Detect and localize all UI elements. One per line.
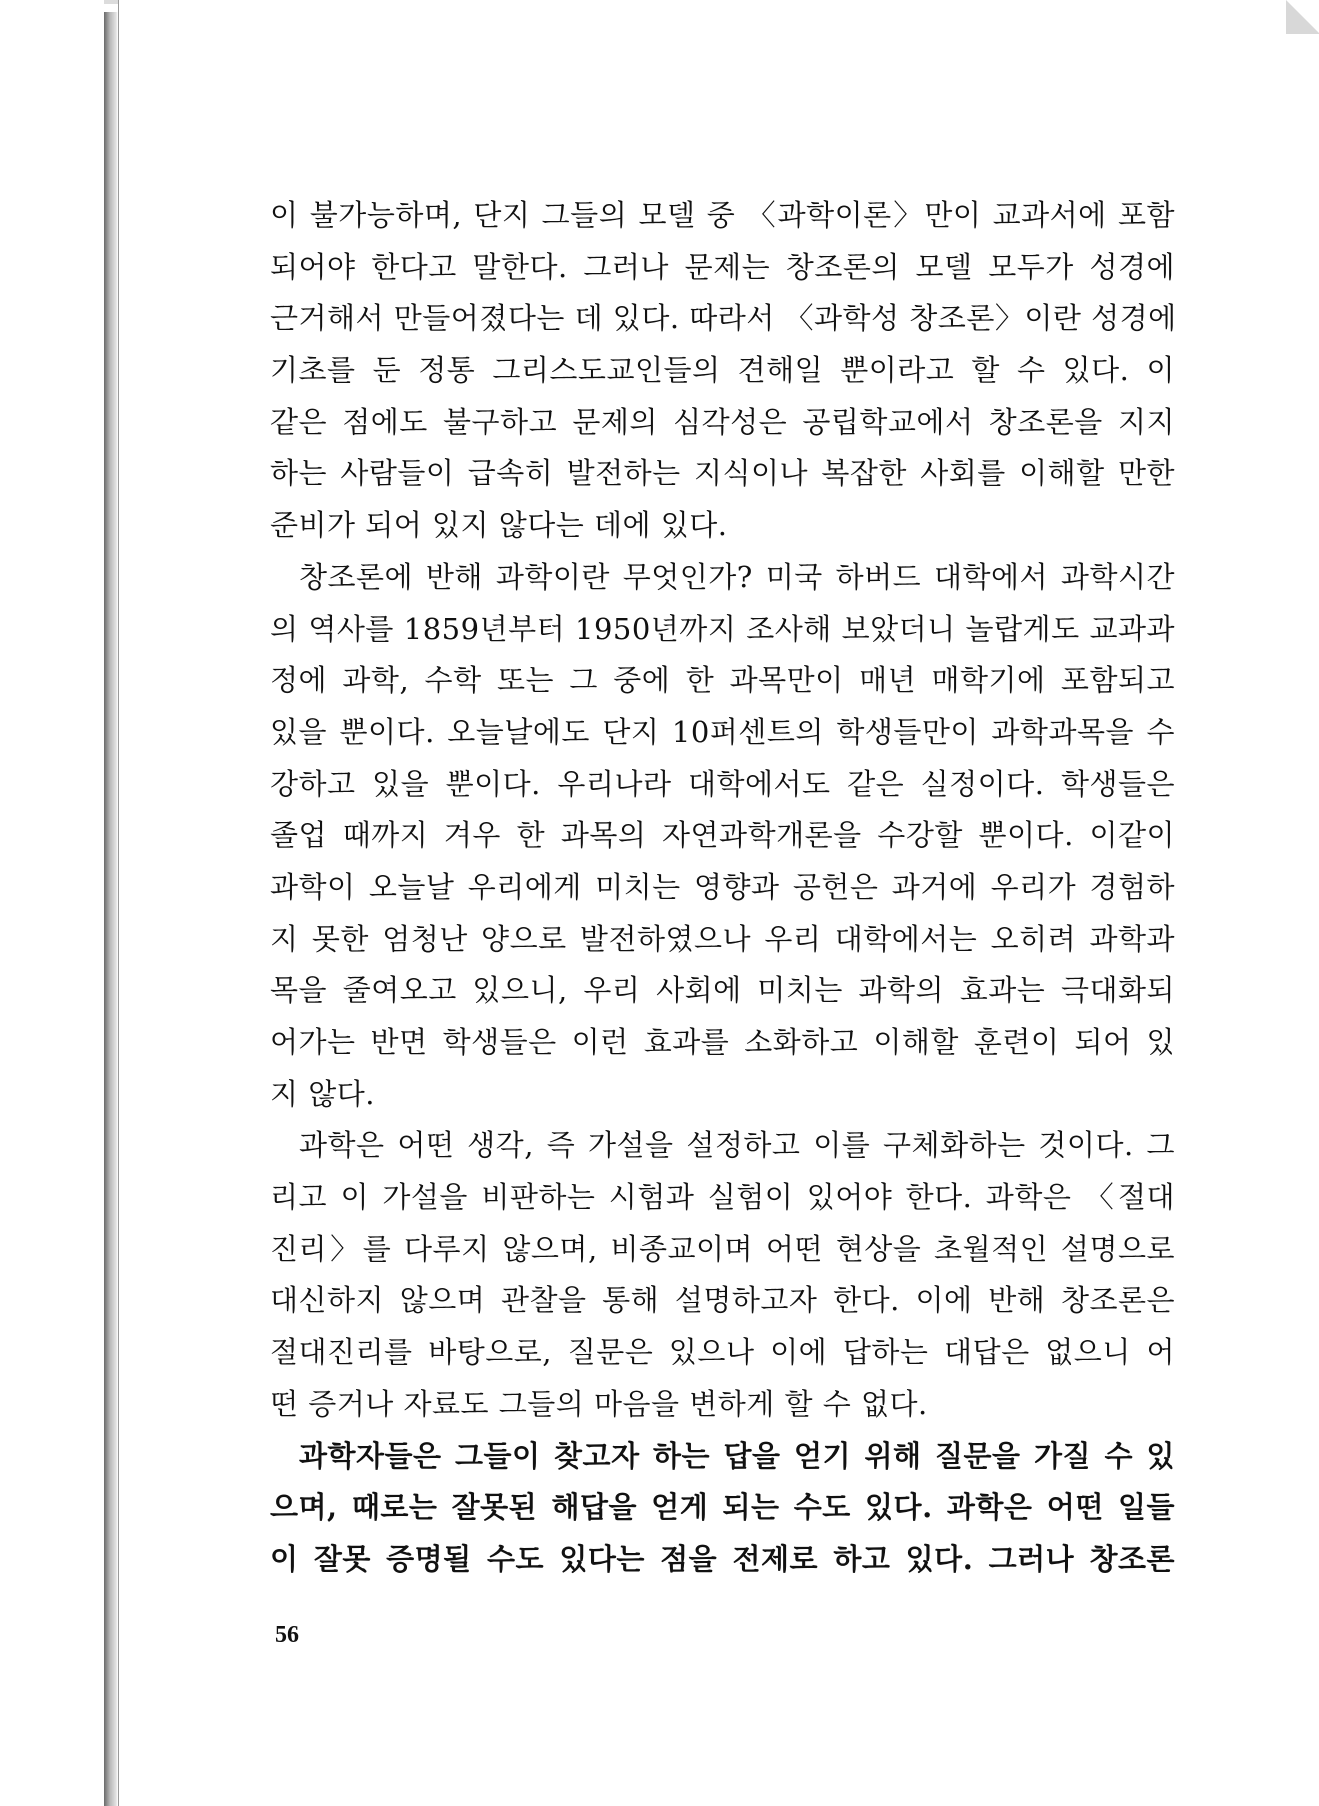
text-line: 리고 이 가설을 비판하는 시험과 실험이 있어야 한다. 과학은 〈절대 (270, 1180, 1175, 1215)
text-line: 어가는 반면 학생들은 이런 효과를 소화하고 이해할 훈련이 되어 있 (270, 1025, 1175, 1059)
text-line: 이 불가능하며, 단지 그들의 모델 중 〈과학이론〉만이 교과서에 포함 (270, 198, 1175, 232)
text-line: 창조론에 반해 과학이란 무엇인가? 미국 하버드 대학에서 과학시간 (299, 559, 1175, 594)
text-line: 떤 증거나 자료도 그들의 마음을 변하게 할 수 없다. (270, 1386, 928, 1421)
text-line: 진리〉를 다루지 않으며, 비종교이며 어떤 현상을 초월적인 설명으로 (270, 1231, 1175, 1266)
text-line: 지 않다. (270, 1076, 375, 1111)
text-line: 의 역사를 1859년부터 1950년까지 조사해 보았더니 놀랍게도 교과과 (270, 611, 1175, 646)
page-corner-fold (1286, 0, 1319, 34)
text-line: 같은 점에도 불구하고 문제의 심각성은 공립학교에서 창조론을 지지 (270, 404, 1175, 439)
text-line: 졸업 때까지 겨우 한 과목의 자연과학개론을 수강할 뿐이다. 이같이 (270, 818, 1175, 853)
text-line: 대신하지 않으며 관찰을 통해 설명하고자 한다. 이에 반해 창조론은 (270, 1283, 1175, 1318)
text-line: 으며, 때로는 잘못된 해답을 얻게 되는 수도 있다. 과학은 어떤 일들 (270, 1490, 1175, 1525)
text-line: 준비가 되어 있지 않다는 데에 있다. (270, 508, 728, 543)
text-line: 하는 사람들이 급속히 발전하는 지식이나 복잡한 사회를 이해할 만한 (270, 456, 1175, 491)
text-line: 기초를 둔 정통 그리스도교인들의 견해일 뿐이라고 할 수 있다. 이 (270, 353, 1175, 388)
text-line: 절대진리를 바탕으로, 질문은 있으나 이에 답하는 대답은 없으니 어 (270, 1335, 1175, 1370)
text-line: 강하고 있을 뿐이다. 우리나라 대학에서도 같은 실정이다. 학생들은 (270, 766, 1175, 801)
text-line: 되어야 한다고 말한다. 그러나 문제는 창조론의 모델 모두가 성경에 (270, 249, 1175, 284)
text-line: 있을 뿐이다. 오늘날에도 단지 10퍼센트의 학생들만이 과학과목을 수 (270, 714, 1175, 749)
text-line: 과학자들은 그들이 찾고자 하는 답을 얻기 위해 질문을 가질 수 있 (299, 1438, 1175, 1473)
text-line: 이 잘못 증명될 수도 있다는 점을 전제로 하고 있다. 그러나 창조론 (270, 1541, 1175, 1576)
body-text (270, 190, 1175, 1586)
text-line: 지 못한 엄청난 양으로 발전하였으나 우리 대학에서는 오히려 과학과 (270, 921, 1175, 956)
text-line: 과학이 오늘날 우리에게 미치는 영향과 공헌은 과거에 우리가 경험하 (270, 869, 1175, 904)
page-number: 56 (275, 1622, 299, 1648)
text-line: 목을 줄여오고 있으니, 우리 사회에 미치는 과학의 효과는 극대화되 (270, 973, 1175, 1008)
text-line: 과학은 어떤 생각, 즉 가설을 설정하고 이를 구체화하는 것이다. 그 (299, 1128, 1175, 1163)
text-line: 정에 과학, 수학 또는 그 중에 한 과목만이 매년 매학기에 포함되고 (270, 663, 1175, 698)
text-line: 근거해서 만들어졌다는 데 있다. 따라서 〈과학성 창조론〉이란 성경에 (270, 301, 1177, 336)
